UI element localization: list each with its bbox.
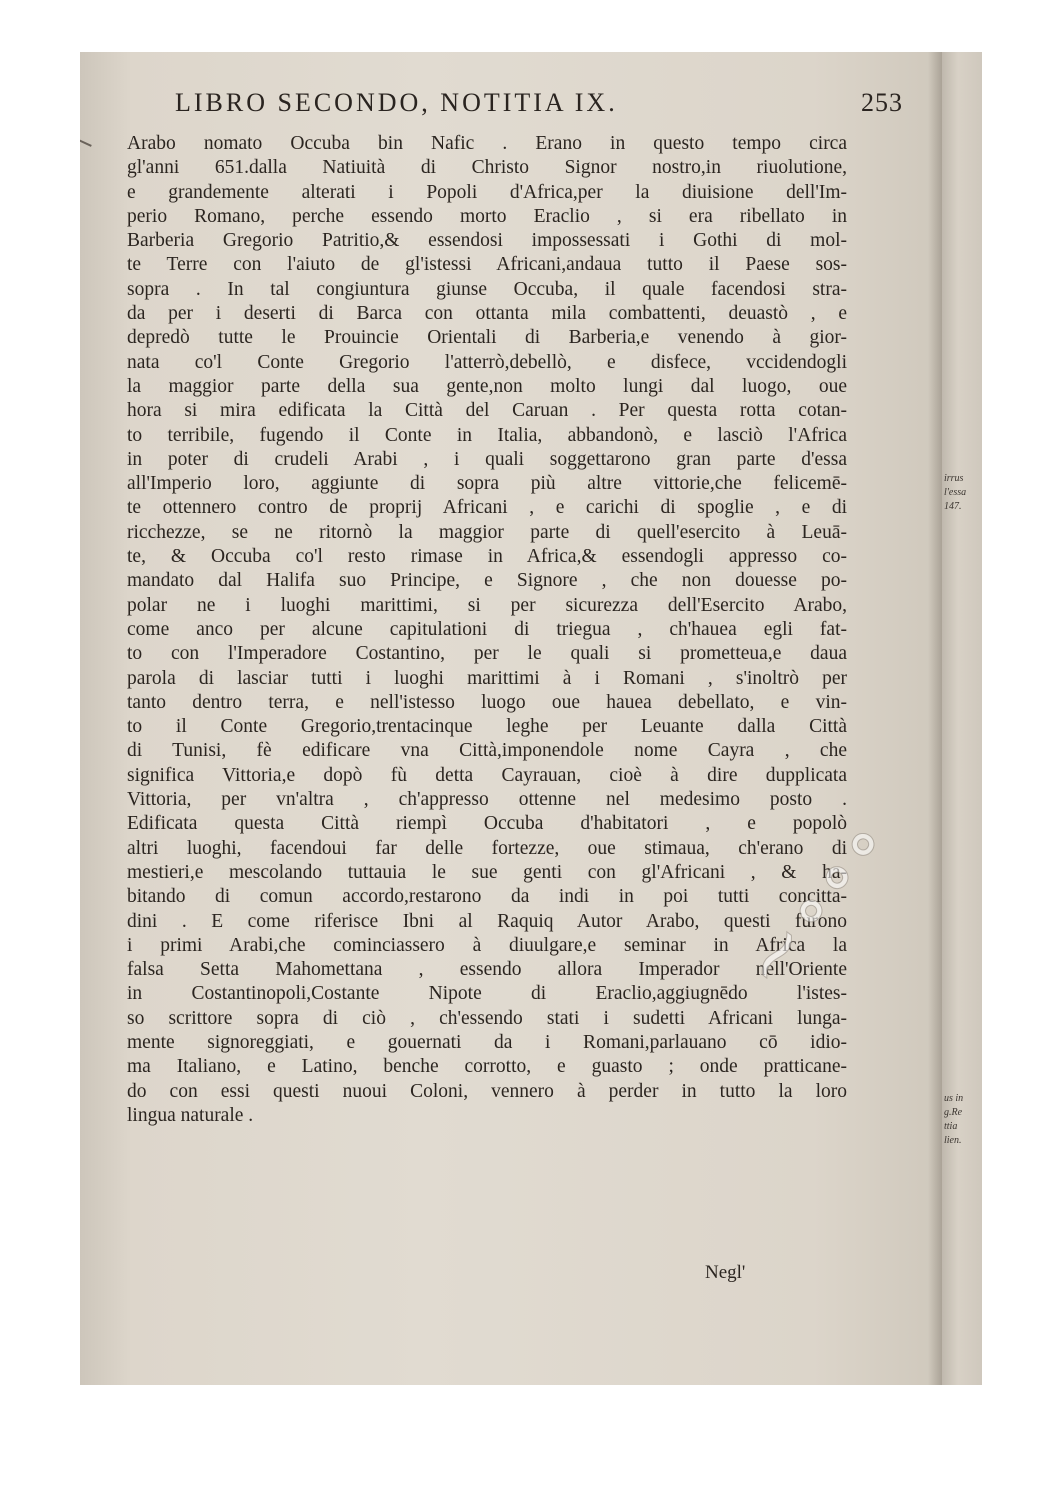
text-line: sopra . In tal congiuntura giunse Occuba, il quale facendosi stra-: [127, 278, 847, 300]
catchword: Negl': [705, 1262, 746, 1283]
text-line: te ottennero contro de proprij Africani , e carichi di spoglie , e di: [127, 497, 847, 519]
text-line: do con essi questi nuoui Coloni, vennero à perder in tutto la loro: [127, 1080, 847, 1102]
margin-fragment: l'essa: [944, 487, 967, 498]
margin-fragment: irrus: [944, 473, 964, 484]
text-line: ma Italiano, e Latino, benche corrotto, e guasto ; onde pratticane-: [127, 1056, 847, 1078]
text-line: to con l'Imperadore Costantino, per le quali si prometteua,e daua: [127, 643, 847, 665]
text-line: mandato dal Halifa suo Principe, e Signore , che non douesse po-: [127, 570, 847, 592]
text-line: hora si mira edificata la Città del Caruan . Per questa rotta cotan-: [127, 400, 847, 422]
margin-mark: [80, 139, 92, 147]
text-line: polar ne i luoghi marittimi, si per sicurezza dell'Esercito Arabo,: [127, 594, 847, 616]
text-line: altri luoghi, facendoui far delle fortezze, oue stimaua, ch'erano di: [127, 837, 847, 859]
text-line: Edificata questa Città riempì Occuba d'habitatori , e popolò: [127, 813, 847, 835]
text-line: depredò tutte le Prouincie Orientali di Barberia,e venendo à gior-: [127, 327, 847, 349]
text-line: falsa Setta Mahomettana , essendo allora Imperador nell'Oriente: [127, 959, 847, 981]
margin-fragment: lien.: [944, 1135, 962, 1146]
text-line: di Tunisi, fè edificare vna Città,imponendole nome Cayra , che: [127, 740, 847, 762]
text-line: e grandemente alterati i Popoli d'Africa,per la diuisione dell'Im-: [127, 181, 847, 203]
margin-fragment: 147.: [944, 501, 962, 512]
text-line: te Terre con l'aiuto de gl'istessi Africani,andaua tutto il Paese sos-: [127, 254, 847, 276]
text-line: la maggior parte della sua gente,non molto lungi dal luogo, oue: [127, 375, 847, 397]
text-line: so scrittore sopra di ciò , ch'essendo stati i sudetti Africani lunga-: [127, 1007, 847, 1029]
text-line: all'Imperio loro, aggiunte di sopra più altre vittorie,che felicemē-: [127, 473, 847, 495]
text-line: nata co'l Conte Gregorio l'atterrò,debellò, e disfece, vccidendogli: [127, 351, 847, 373]
margin-fragment: g.Re: [944, 1107, 963, 1118]
text-line: i primi Arabi,che cominciassero à diuulgare,e seminar in Africa la: [127, 934, 847, 956]
text-line: gl'anni 651.dalla Natiuità di Christo Signor nostro,in riuolutione,: [127, 157, 847, 179]
text-line: Barberia Gregorio Patritio,& essendosi impossessati i Gothi di mol-: [127, 230, 847, 252]
text-line: to il Conte Gregorio,trentacinque leghe per Leuante dalla Città: [127, 716, 847, 738]
margin-fragment: us in: [944, 1093, 964, 1104]
text-line: dini . E come riferisce Ibni al Raquiq Autor Arabo, questi furono: [127, 910, 847, 932]
text-line: bitando di comun accordo,restarono da indi in poi tutti concitta-: [127, 886, 847, 908]
page-number: 253: [861, 88, 903, 117]
running-header: [175, 88, 903, 118]
body-text: [127, 132, 847, 1128]
book-page: [80, 52, 942, 1385]
text-line: mente signoreggiati, e gouernati da i Romani,parlauano cō idio-: [127, 1031, 847, 1053]
running-title: LIBRO SECONDO, NOTITIA IX.: [175, 88, 618, 117]
text-line: mestieri,e mescolando tuttauia le sue genti con gl'Africani , & ha-: [127, 861, 847, 883]
margin-fragment: ttia: [944, 1121, 958, 1132]
text-line: perio Romano, perche essendo morto Eraclio , si era ribellato in: [127, 205, 847, 227]
page-scan: [80, 52, 982, 1385]
watermark-image: ~∘∘∘: [720, 797, 912, 1008]
text-line: te, & Occuba co'l resto rimase in Africa,& essendogli appresso co-: [127, 546, 847, 568]
text-line: ricchezze, se ne ritornò la maggior parte di quell'esercito à Leuā-: [127, 521, 847, 543]
adjacent-page-edge: [942, 52, 982, 1385]
text-line: in poter di crudeli Arabi , i quali soggettarono gran parte d'essa: [127, 448, 847, 470]
text-line: da per i deserti di Barca con ottanta mila combattenti, deuastò , e: [127, 303, 847, 325]
text-line: to terribile, fugendo il Conte in Italia, abbandonò, e lasciò l'Africa: [127, 424, 847, 446]
text-line: significa Vittoria,e dopò fù detta Cayrauan, cioè à dire dupplicata: [127, 764, 847, 786]
text-line: Arabo nomato Occuba bin Nafic . Erano in questo tempo circa: [127, 133, 847, 154]
text-line: parola di lasciar tutti i luoghi marittimi à i Romani , s'inoltrò per: [127, 667, 847, 689]
text-line: tanto dentro terra, e nell'istesso luogo oue hauea debellato, e vin-: [127, 691, 847, 713]
text-line: lingua naturale .: [127, 1104, 254, 1126]
text-line: come anco per alcune capitulationi di triegua , ch'hauea egli fat-: [127, 618, 847, 640]
text-line: in Costantinopoli,Costante Nipote di Eraclio,aggiugnēdo l'istes-: [127, 983, 847, 1005]
text-line: Vittoria, per vn'altra , ch'appresso ottenne nel medesimo posto .: [127, 789, 847, 811]
